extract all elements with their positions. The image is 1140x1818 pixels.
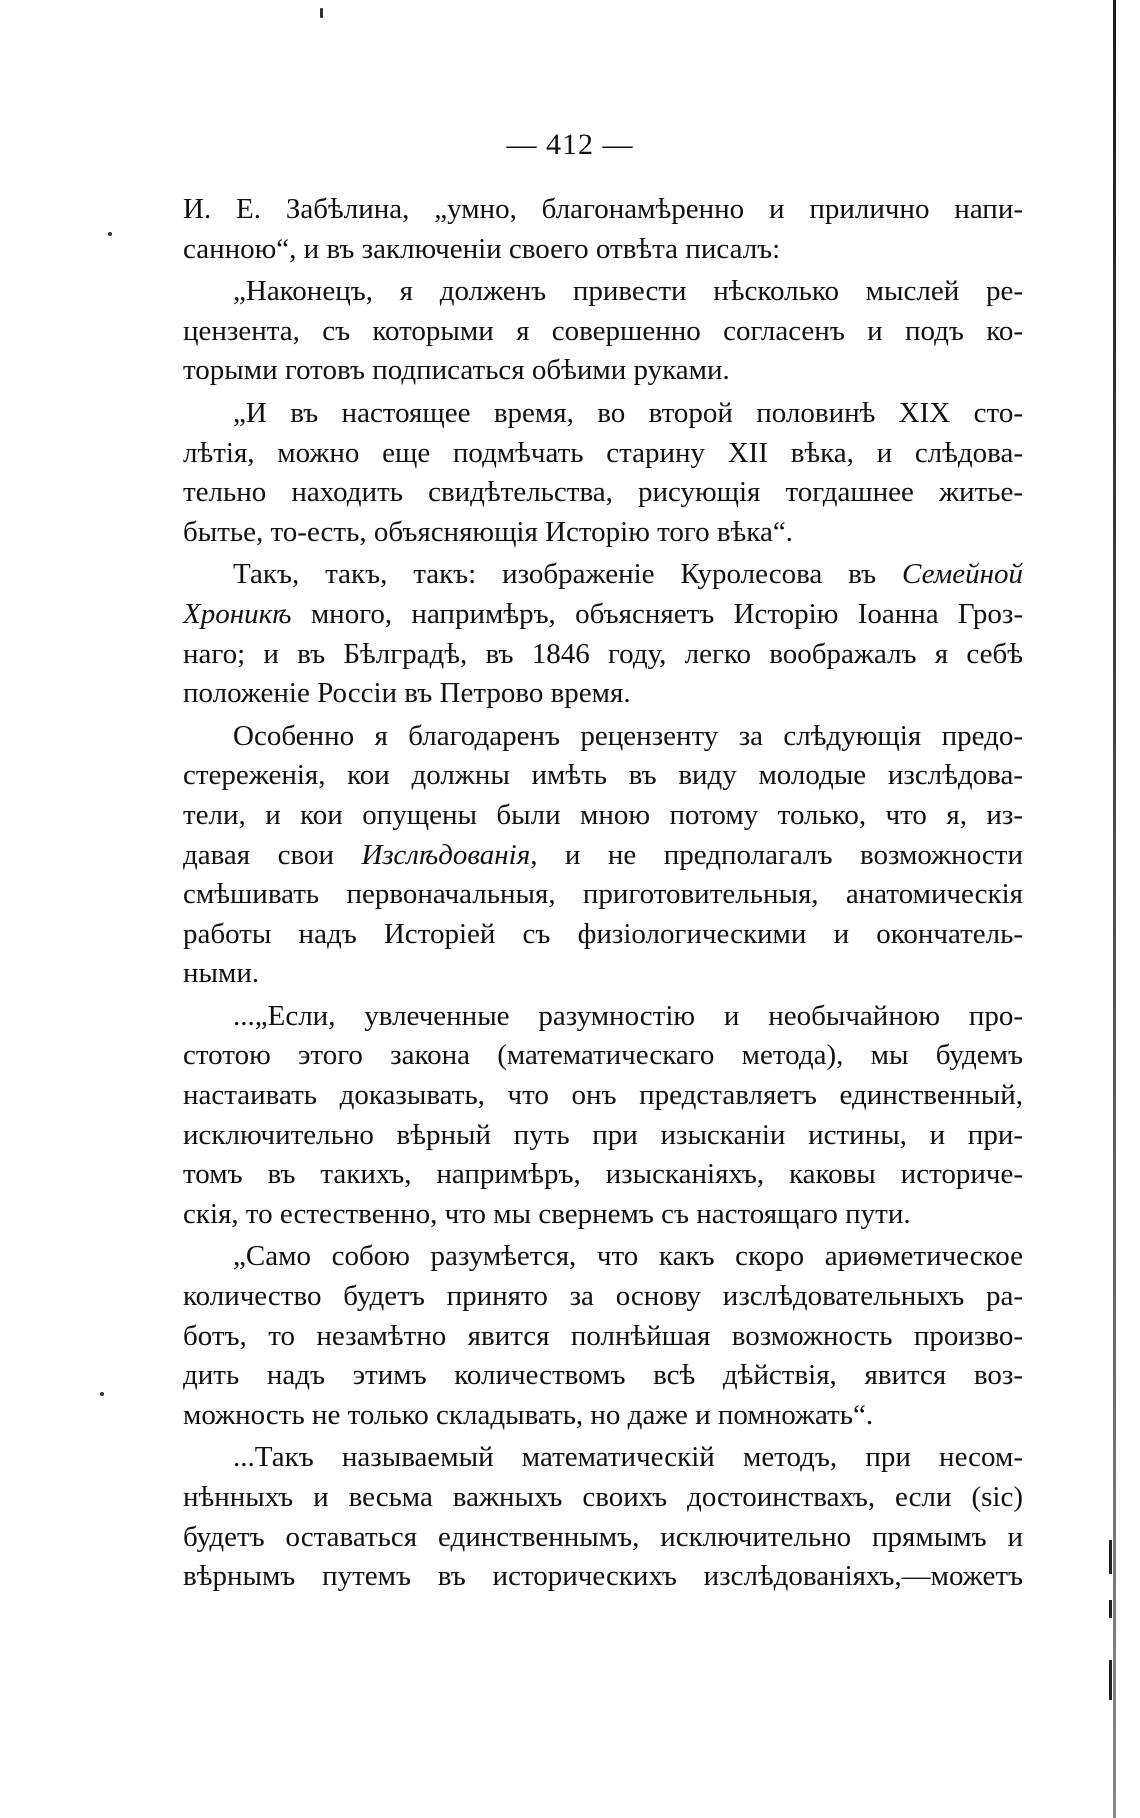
text-line: можность не только складывать, но даже и помножать“. [183, 1398, 874, 1431]
page-edge-mark [1109, 1540, 1112, 1574]
text-line: ными. [183, 957, 260, 990]
italic-title: Изслѣдованія [361, 838, 531, 871]
text-line [183, 595, 1023, 635]
text-line: дить надъ этимъ количествомъ всѣ дѣйствія, явится воз- [183, 1359, 1023, 1392]
text-line: „И въ настоящее время, во второй половинѣ XIX сто- [233, 396, 1023, 429]
text-line: тели, и кои опущены были мною потому только, что я, из- [183, 798, 1023, 831]
text-line: томъ въ такихъ, напримѣръ, изысканіяхъ, каковы историче- [183, 1158, 1023, 1191]
text-line: тельно находить свидѣтельства, рисующія тогдашнее житье- [183, 476, 1023, 509]
text-run: много, напримѣръ, объясняетъ Исторію Іоанна Гроз- [291, 597, 1023, 630]
body-text [183, 190, 1023, 1597]
text-line: положеніе Россіи въ Петрово время. [183, 677, 631, 710]
page-edge-mark [1109, 1660, 1112, 1700]
text-line: наго; и въ Бѣлградѣ, въ 1846 году, легко воображалъ я себѣ [183, 637, 1023, 670]
paragraph [183, 717, 1023, 994]
text-line: ...Такъ называемый математическій методъ, при несом- [233, 1441, 1023, 1474]
text-run: давая свои [183, 838, 362, 871]
text-run: , и не предполагалъ возможности [530, 838, 1023, 871]
italic-title: Семейной [902, 558, 1023, 591]
page-edge-shadow [1113, 0, 1116, 1818]
paragraph [183, 997, 1023, 1235]
text-line: ботъ, то незамѣтно явится полнѣйшая возможность произво- [183, 1319, 1023, 1352]
text-line: Особенно я благодаренъ рецензенту за слѣдующія предо- [233, 719, 1023, 752]
italic-title: Хроникѣ [183, 597, 292, 630]
text-line: ...„Если, увлеченные разумностію и необычайною про- [233, 999, 1023, 1032]
text-line: санною“, и въ заключеніи своего отвѣта писалъ: [183, 232, 781, 265]
scan-speck [108, 232, 112, 236]
paragraph [183, 272, 1023, 391]
text-line [183, 836, 1023, 876]
text-line: бытье, то-есть, объясняющія Исторію того вѣка“. [183, 515, 793, 548]
text-line: стотою этого закона (математическаго метода), мы будемъ [183, 1039, 1023, 1072]
page-number: — 412 — [506, 128, 634, 161]
text-line: И. Е. Забѣлина, „умно, благонамѣренно и прилично напи- [183, 193, 1023, 225]
paragraph [183, 1237, 1023, 1435]
paragraph [183, 1438, 1023, 1596]
text-line: смѣшивать первоначальныя, приготовительныя, анатомическія [183, 878, 1023, 911]
text-line [183, 555, 1023, 595]
text-run: Такъ, такъ, такъ: изображеніе Куролесова въ [233, 558, 903, 591]
text-line: работы надъ Исторіей съ физіологическими и окончатель- [183, 917, 1023, 950]
paragraph [183, 394, 1023, 552]
scan-speck [320, 8, 323, 18]
text-line: „Наконецъ, я долженъ привести нѣсколько мыслей ре- [233, 275, 1023, 308]
paragraph [183, 555, 1023, 713]
text-line: торыми готовъ подписаться обѣими руками. [183, 354, 730, 387]
text-line: стереженія, кои должны имѣть въ виду молодые изслѣдова- [183, 759, 1023, 792]
text-line: исключительно вѣрный путь при изысканіи истины, и при- [183, 1118, 1023, 1151]
text-line: скія, то естественно, что мы свернемъ съ настоящаго пути. [183, 1197, 911, 1230]
text-line: цензента, съ которыми я совершенно согласенъ и подъ ко- [183, 314, 1023, 347]
text-line: „Само собою разумѣется, что какъ скоро ариѳметическое [233, 1240, 1023, 1273]
text-line: количество будетъ принято за основу изслѣдовательныхъ ра- [183, 1280, 1023, 1313]
text-line: нѣнныхъ и весьма важныхъ своихъ достоинствахъ, если (sic) [183, 1481, 1023, 1513]
paragraph [183, 190, 1023, 269]
page-edge-mark [1109, 1600, 1112, 1618]
scan-speck [100, 1392, 104, 1396]
text-line: вѣрнымъ путемъ въ историческихъ изслѣдованіяхъ,—можетъ [183, 1560, 1023, 1593]
text-line: будетъ оставаться единственнымъ, исключительно прямымъ и [183, 1520, 1023, 1553]
text-line: настаивать доказывать, что онъ представляетъ единственный, [183, 1079, 1023, 1112]
text-line: лѣтія, можно еще подмѣчать старину XII вѣка, и слѣдова- [183, 436, 1023, 469]
